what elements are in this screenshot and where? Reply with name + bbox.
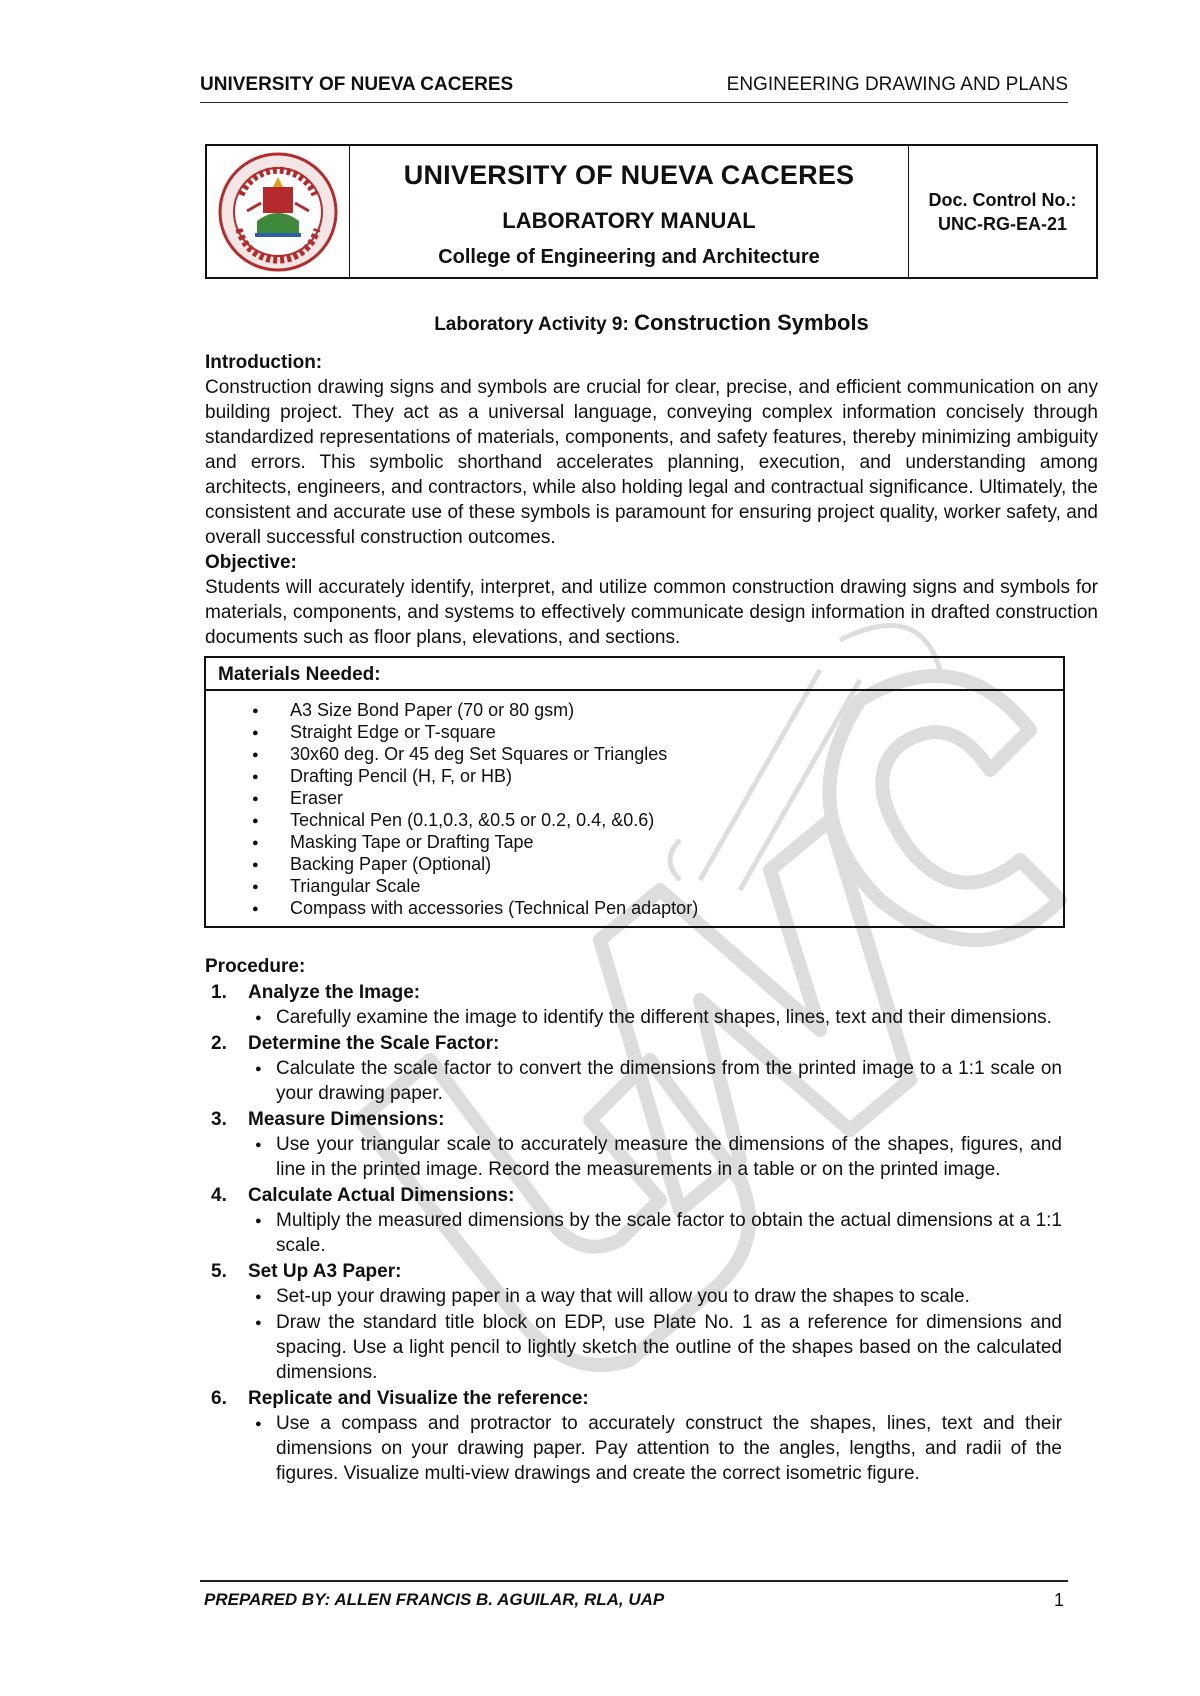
list-item: ● Compass with accessories (Technical Pen adaptor) <box>206 897 1063 919</box>
intro-section <box>205 350 1098 650</box>
step-bullet: ● Set-up your drawing paper in a way that will allow you to draw the shapes to scale. <box>205 1284 1062 1309</box>
list-item: ● A3 Size Bond Paper (70 or 80 gsm) <box>206 699 1063 721</box>
step-title: Replicate and Visualize the reference: <box>248 1388 589 1409</box>
step-number: 5. <box>211 1261 227 1282</box>
title-cell <box>350 146 909 277</box>
college-name: College of Engineering and Architecture <box>438 246 820 268</box>
step-number: 1. <box>211 982 227 1003</box>
step-number: 6. <box>211 1388 227 1409</box>
step-number: 2. <box>211 1033 227 1054</box>
step-title: Calculate Actual Dimensions: <box>248 1185 515 1206</box>
procedure-step <box>205 980 1062 1030</box>
step-number: 4. <box>211 1185 227 1206</box>
doc-control-value: UNC-RG-EA-21 <box>937 213 1067 234</box>
procedure-heading: Procedure: <box>205 956 306 977</box>
list-item: ● Backing Paper (Optional) <box>206 853 1063 875</box>
procedure-step <box>205 1386 1062 1486</box>
step-title: Measure Dimensions: <box>248 1109 445 1130</box>
header-university: UNIVERSITY OF NUEVA CACERES <box>200 74 514 95</box>
materials-box <box>204 656 1065 928</box>
logo-cell <box>207 146 350 277</box>
step-title: Determine the Scale Factor: <box>248 1033 500 1054</box>
activity-name: Construction Symbols <box>634 310 869 335</box>
step-bullet: ● Use a compass and protractor to accurately construct the shapes, lines, text and their dimensions on your drawing paper. Pay attention to the angles, lengths, and radii of the figures. Visualize multi-view drawings and create the correct isometric figure. <box>205 1411 1062 1486</box>
doc-control-label: Doc. Control No.: <box>928 189 1077 210</box>
running-header <box>200 70 1068 103</box>
prepared-by: PREPARED BY: ALLEN FRANCIS B. AGUILAR, RLA, UAP <box>204 1590 665 1609</box>
manual-title: LABORATORY MANUAL <box>502 208 756 233</box>
materials-heading: Materials Needed: <box>206 658 1063 691</box>
list-item: ● Masking Tape or Drafting Tape <box>206 831 1063 853</box>
introduction-heading: Introduction: <box>205 352 323 373</box>
procedure-step <box>205 1107 1062 1182</box>
list-item: ● Technical Pen (0.1,0.3, &0.5 or 0.2, 0.4, &0.6) <box>206 809 1063 831</box>
step-title: Analyze the Image: <box>248 982 421 1003</box>
materials-list <box>206 691 1063 919</box>
step-bullet: ● Multiply the measured dimensions by the scale factor to obtain the actual dimensions at a 1:1 scale. <box>205 1208 1062 1258</box>
page-footer <box>200 1580 1068 1622</box>
step-bullet: ● Use your triangular scale to accurately measure the dimensions of the shapes, figures, and line in the printed image. Record the measurements in a table or on the printed image. <box>205 1132 1062 1182</box>
step-bullet: ● Draw the standard title block on EDP, use Plate No. 1 as a reference for dimensions and spacing. Use a light pencil to lightly sketch the outline of the shapes based on the calculated dimensions. <box>205 1310 1062 1385</box>
step-bullet: ● Carefully examine the image to identify the different shapes, lines, text and their dimensions. <box>205 1005 1062 1030</box>
objective-text: Students will accurately identify, interpret, and utilize common construction drawing signs and symbols for materials, components, and systems to effectively communicate design information in drafted construction documents such as floor plans, elevations, and sections. <box>205 577 1098 648</box>
title-block <box>205 144 1098 279</box>
activity-label: Laboratory Activity 9: <box>434 314 629 335</box>
procedure-step <box>205 1031 1062 1106</box>
step-bullet: ● Calculate the scale factor to convert the dimensions from the printed image to a 1:1 scale on your drawing paper. <box>205 1056 1062 1106</box>
introduction-text: Construction drawing signs and symbols are crucial for clear, precise, and efficient communication on any building project. They act as a universal language, conveying complex information concisely through standardized representations of materials, components, and safety features, thereby minimizing ambiguity and errors. This symbolic shorthand accelerates planning, execution, and understanding among architects, engineers, and contractors, while also holding legal and contractual significance. Ultimately, the consistent and accurate use of these symbols is paramount for ensuring project quality, worker safety, and overall successful construction outcomes. <box>205 377 1098 548</box>
page-number: 1 <box>1053 1590 1064 1610</box>
step-number: 3. <box>211 1109 227 1130</box>
doc-control-cell <box>909 146 1096 277</box>
step-title: Set Up A3 Paper: <box>248 1261 402 1282</box>
university-name: UNIVERSITY OF NUEVA CACERES <box>403 160 855 190</box>
procedure-step <box>205 1183 1062 1258</box>
header-course: ENGINEERING DRAWING AND PLANS <box>726 74 1068 95</box>
university-seal-logo <box>217 151 339 273</box>
procedure-section <box>205 954 1062 1487</box>
activity-title <box>205 310 1098 336</box>
list-item: ● Straight Edge or T-square <box>206 721 1063 743</box>
objective-heading: Objective: <box>205 552 297 573</box>
procedure-step <box>205 1259 1062 1385</box>
list-item: ● Triangular Scale <box>206 875 1063 897</box>
list-item: ● 30x60 deg. Or 45 deg Set Squares or Triangles <box>206 743 1063 765</box>
list-item: ● Eraser <box>206 787 1063 809</box>
list-item: ● Drafting Pencil (H, F, or HB) <box>206 765 1063 787</box>
